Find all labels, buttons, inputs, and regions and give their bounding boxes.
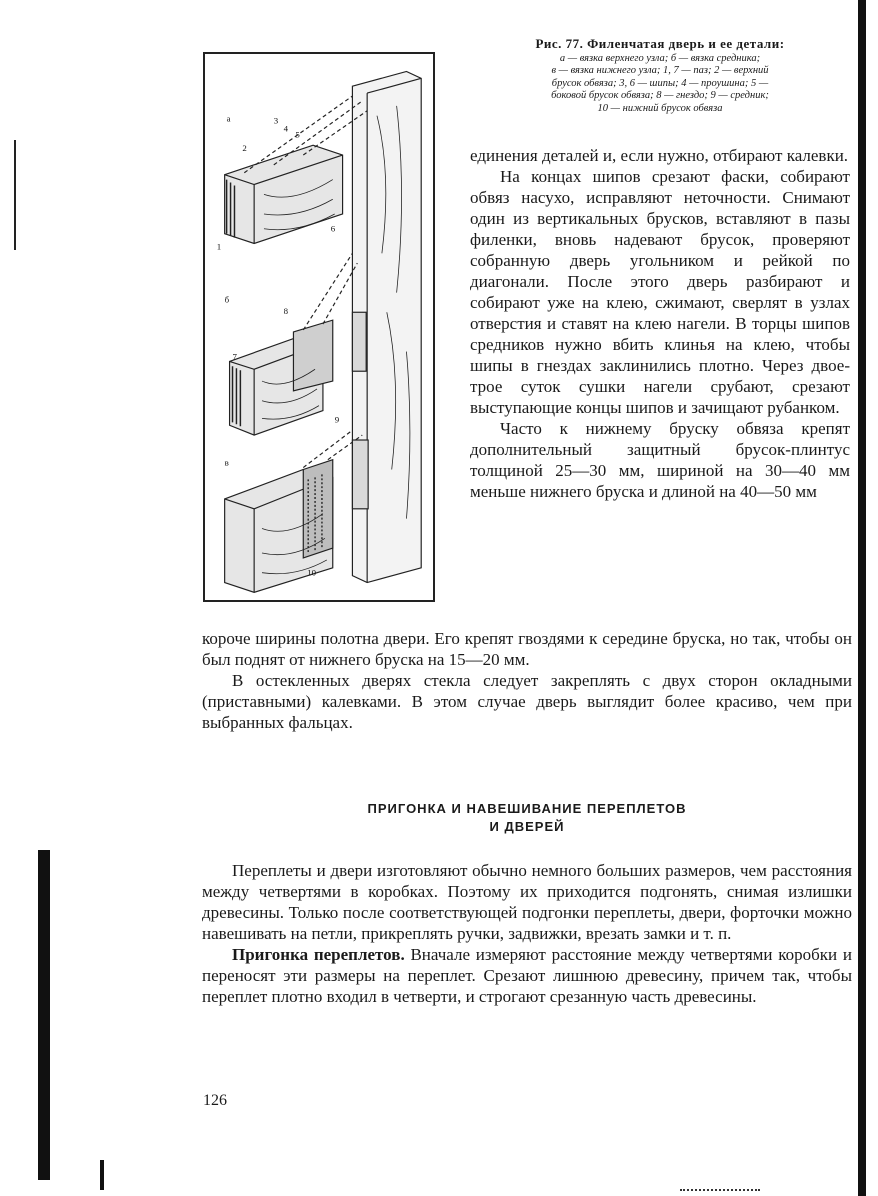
label-9: 9 xyxy=(334,414,340,425)
label-b: б xyxy=(224,294,230,305)
caption-line: брусок обвяза; 3, 6 — шипы; 4 — проушина; 5 — xyxy=(551,77,769,89)
middle-guide-lines xyxy=(303,253,357,330)
stile-mortise xyxy=(352,440,368,509)
label-5: 5 xyxy=(295,129,300,140)
door-joints-drawing xyxy=(205,54,433,600)
section-heading xyxy=(202,800,852,836)
paragraph-assembly: На концах шипов срезают фаски, собирают обвяз насухо, исправляют неточности. Снимают один из вертикальных брусков, вставляют в пазы филенки, вновь надевают брусок, проверяют собранную дверь угольником и рейкой по диагонали. После этого дверь разбирают и собирают уже на клею, сжимают, сверлят в узлах отверстия и ставят на клею нагели. В торцы шипов средников нужно вбить клинья на клею, чтобы шипы в гнездах заклинились плотно. Через двое-трое суток сушки нагели срубают, срезают выступающие концы шипов и зачищают рубанком. xyxy=(470,167,850,417)
scan-bottom-mark xyxy=(100,1160,124,1190)
paragraph-lead-term: Пригонка переплетов. xyxy=(232,945,405,964)
paragraph-plinth: Часто к нижнему бруску обвяза крепят дополнительный защитный брусок-плинтус толщиной 25—30 мм, шириной на 30—40 мм меньше нижнего бруска и длиной на 40—50 мм xyxy=(470,419,850,501)
section-heading-line: И ДВЕРЕЙ xyxy=(489,819,565,834)
section-heading-line: ПРИГОНКА И НАВЕШИВАНИЕ ПЕРЕПЛЕТОВ xyxy=(367,801,687,816)
middle-tenon-shape xyxy=(293,320,332,391)
paragraph-body: Вначале измеряют расстояние между четвертями коробки и переносят эти размеры на переплет. Срезают лишнюю древесину, причем так, чтобы переплет плотно входил в четверти, и строгают срезанную часть древесины. xyxy=(202,945,852,1006)
label-4: 4 xyxy=(283,123,289,134)
paragraph-continuation: единения деталей и, если нужно, отбирают калевки. xyxy=(470,146,849,165)
caption-line: а — вязка верхнего узла; б — вязка средника; xyxy=(559,52,761,64)
caption-line: боковой брусок обвяза; 8 — гнездо; 9 — средник; xyxy=(551,90,769,101)
label-3: 3 xyxy=(273,115,279,126)
caption-title: Рис. 77. Филенчатая дверь и ее детали: xyxy=(535,36,785,51)
label-7: 7 xyxy=(232,351,237,362)
paragraph-fitting-intro: Переплеты и двери изготовляют обычно немного больших размеров, чем расстояния между четвертями в коробках. Поэтому их приходится подгонять, снимая излишки древесины. Только после соответствующей подгонки переплеты, двери, форточки можно навешивать на петли, прикреплять ручки, задвижки, врезать замки и т. п. xyxy=(202,861,852,943)
top-rail-shape xyxy=(225,145,343,243)
caption-line: в — вязка нижнего узла; 1, 7 — паз; 2 — верхний xyxy=(551,65,769,76)
label-v: в xyxy=(224,457,229,468)
label-2: 2 xyxy=(242,143,247,154)
full-width-text xyxy=(202,628,852,733)
caption-body xyxy=(470,53,850,116)
stile-slot xyxy=(352,312,366,371)
column-text xyxy=(470,145,850,502)
scan-bottom-dots xyxy=(680,1186,760,1191)
paragraph-fitting-frames xyxy=(202,944,852,1007)
page-number: 126 xyxy=(203,1092,227,1109)
scan-binding-shadow xyxy=(38,850,50,1180)
label-a: а xyxy=(226,113,231,124)
figure-caption xyxy=(470,38,850,115)
label-10: 10 xyxy=(307,567,317,578)
paragraph-glazed-doors: В остекленных дверях стекла следует закреплять с двух сторон окладными (приставными) калевками. В этом случае дверь выглядит более красиво, чем при выбранных фальцах. xyxy=(202,671,852,732)
scan-edge-shadow xyxy=(858,0,866,1196)
label-1: 1 xyxy=(216,241,222,252)
paragraph-plinth-continued: короче ширины полотна двери. Его крепят гвоздями к середине бруска, но так, чтобы он был поднят от нижнего бруска на 15—20 мм. xyxy=(202,629,852,669)
door-parts-figure xyxy=(203,52,435,602)
caption-line: 10 — нижний брусок обвяза xyxy=(597,102,723,114)
scan-binding-mark xyxy=(0,140,16,250)
section-text xyxy=(202,860,852,1007)
label-6: 6 xyxy=(330,223,336,234)
label-8: 8 xyxy=(283,306,289,317)
